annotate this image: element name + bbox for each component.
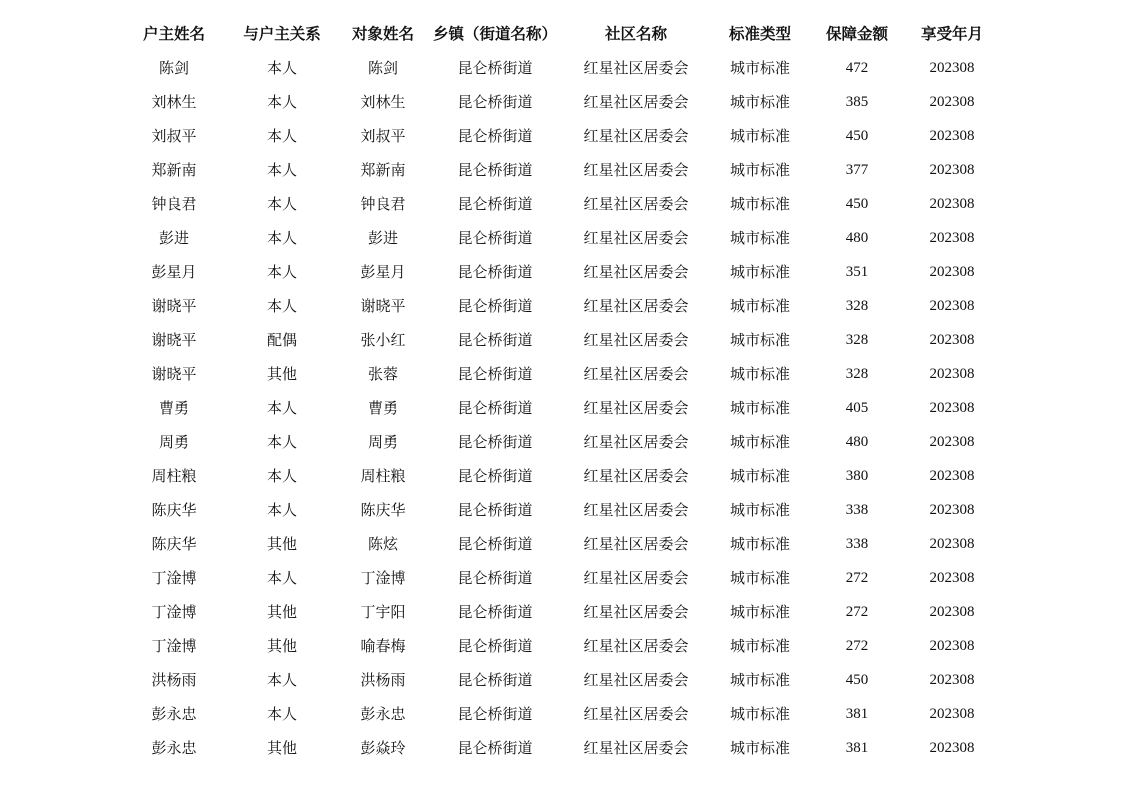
cell-amount: 380 bbox=[845, 468, 869, 484]
cell-standard-type: 城市标准 bbox=[729, 705, 790, 723]
table-row bbox=[122, 255, 1012, 289]
cell-relationship: 本人 bbox=[266, 467, 297, 485]
cell-amount: 450 bbox=[845, 672, 869, 688]
header-household-head-name: 户主姓名 bbox=[142, 24, 205, 43]
cell-period: 202308 bbox=[929, 264, 975, 280]
table-row bbox=[122, 493, 1012, 527]
cell-subdistrict: 昆仑桥街道 bbox=[457, 739, 533, 757]
cell-standard-type: 城市标准 bbox=[729, 59, 790, 77]
cell-relationship: 本人 bbox=[266, 569, 297, 587]
cell-subdistrict: 昆仑桥街道 bbox=[457, 705, 533, 723]
cell-household-head-name: 陈庆华 bbox=[151, 501, 197, 519]
cell-relationship: 本人 bbox=[266, 671, 297, 689]
benefit-table bbox=[122, 17, 1012, 765]
cell-period: 202308 bbox=[929, 94, 975, 110]
cell-recipient-name: 刘林生 bbox=[360, 93, 406, 111]
cell-recipient-name: 彭进 bbox=[367, 229, 398, 247]
cell-community: 红星社区居委会 bbox=[583, 297, 689, 315]
cell-standard-type: 城市标准 bbox=[729, 127, 790, 145]
cell-amount: 328 bbox=[845, 298, 869, 314]
cell-relationship: 本人 bbox=[266, 229, 297, 247]
cell-community: 红星社区居委会 bbox=[583, 229, 689, 247]
cell-period: 202308 bbox=[929, 672, 975, 688]
cell-standard-type: 城市标准 bbox=[729, 501, 790, 519]
cell-community: 红星社区居委会 bbox=[583, 671, 689, 689]
cell-period: 202308 bbox=[929, 604, 975, 620]
table-row bbox=[122, 697, 1012, 731]
cell-standard-type: 城市标准 bbox=[729, 637, 790, 655]
cell-subdistrict: 昆仑桥街道 bbox=[457, 569, 533, 587]
cell-standard-type: 城市标准 bbox=[729, 365, 790, 383]
cell-community: 红星社区居委会 bbox=[583, 263, 689, 281]
table-row bbox=[122, 663, 1012, 697]
cell-relationship: 本人 bbox=[266, 399, 297, 417]
cell-household-head-name: 谢晓平 bbox=[151, 331, 197, 349]
cell-subdistrict: 昆仑桥街道 bbox=[457, 637, 533, 655]
cell-relationship: 本人 bbox=[266, 501, 297, 519]
cell-standard-type: 城市标准 bbox=[729, 671, 790, 689]
cell-recipient-name: 陈剑 bbox=[367, 59, 398, 77]
cell-recipient-name: 彭焱玲 bbox=[360, 739, 406, 757]
cell-recipient-name: 张小红 bbox=[360, 331, 406, 349]
cell-subdistrict: 昆仑桥街道 bbox=[457, 263, 533, 281]
cell-recipient-name: 丁淦博 bbox=[360, 569, 406, 587]
cell-amount: 472 bbox=[845, 60, 869, 76]
cell-household-head-name: 洪杨雨 bbox=[151, 671, 197, 689]
cell-standard-type: 城市标准 bbox=[729, 739, 790, 757]
cell-relationship: 其他 bbox=[266, 739, 297, 757]
cell-household-head-name: 刘叔平 bbox=[151, 127, 197, 145]
cell-household-head-name: 丁淦博 bbox=[151, 569, 197, 587]
cell-subdistrict: 昆仑桥街道 bbox=[457, 297, 533, 315]
cell-standard-type: 城市标准 bbox=[729, 161, 790, 179]
table-row bbox=[122, 731, 1012, 765]
cell-community: 红星社区居委会 bbox=[583, 569, 689, 587]
table-row bbox=[122, 187, 1012, 221]
cell-recipient-name: 曹勇 bbox=[367, 399, 398, 417]
cell-amount: 450 bbox=[845, 196, 869, 212]
table-row bbox=[122, 323, 1012, 357]
cell-household-head-name: 陈剑 bbox=[158, 59, 189, 77]
cell-amount: 328 bbox=[845, 366, 869, 382]
table-row bbox=[122, 51, 1012, 85]
cell-recipient-name: 陈炫 bbox=[367, 535, 398, 553]
cell-household-head-name: 丁淦博 bbox=[151, 637, 197, 655]
table-row bbox=[122, 629, 1012, 663]
cell-relationship: 本人 bbox=[266, 195, 297, 213]
cell-standard-type: 城市标准 bbox=[729, 467, 790, 485]
cell-subdistrict: 昆仑桥街道 bbox=[457, 365, 533, 383]
cell-standard-type: 城市标准 bbox=[729, 433, 790, 451]
cell-community: 红星社区居委会 bbox=[583, 637, 689, 655]
cell-standard-type: 城市标准 bbox=[729, 399, 790, 417]
cell-period: 202308 bbox=[929, 196, 975, 212]
cell-amount: 405 bbox=[845, 400, 869, 416]
cell-period: 202308 bbox=[929, 366, 975, 382]
cell-community: 红星社区居委会 bbox=[583, 467, 689, 485]
table-row bbox=[122, 357, 1012, 391]
cell-amount: 328 bbox=[845, 332, 869, 348]
cell-relationship: 其他 bbox=[266, 637, 297, 655]
cell-relationship: 其他 bbox=[266, 365, 297, 383]
cell-relationship: 其他 bbox=[266, 603, 297, 621]
cell-community: 红星社区居委会 bbox=[583, 501, 689, 519]
cell-household-head-name: 彭永忠 bbox=[151, 739, 197, 757]
table-row bbox=[122, 561, 1012, 595]
cell-period: 202308 bbox=[929, 400, 975, 416]
cell-recipient-name: 洪杨雨 bbox=[360, 671, 406, 689]
cell-period: 202308 bbox=[929, 706, 975, 722]
cell-subdistrict: 昆仑桥街道 bbox=[457, 467, 533, 485]
cell-period: 202308 bbox=[929, 60, 975, 76]
cell-subdistrict: 昆仑桥街道 bbox=[457, 93, 533, 111]
cell-standard-type: 城市标准 bbox=[729, 93, 790, 111]
cell-period: 202308 bbox=[929, 502, 975, 518]
cell-household-head-name: 彭星月 bbox=[151, 263, 197, 281]
header-subdistrict: 乡镇（街道名称） bbox=[432, 24, 557, 43]
cell-period: 202308 bbox=[929, 128, 975, 144]
cell-standard-type: 城市标准 bbox=[729, 263, 790, 281]
cell-standard-type: 城市标准 bbox=[729, 297, 790, 315]
cell-standard-type: 城市标准 bbox=[729, 195, 790, 213]
cell-subdistrict: 昆仑桥街道 bbox=[457, 127, 533, 145]
cell-recipient-name: 周柱粮 bbox=[360, 467, 406, 485]
cell-recipient-name: 彭星月 bbox=[360, 263, 406, 281]
cell-recipient-name: 张蓉 bbox=[367, 365, 398, 383]
cell-period: 202308 bbox=[929, 230, 975, 246]
cell-community: 红星社区居委会 bbox=[583, 535, 689, 553]
cell-household-head-name: 彭永忠 bbox=[151, 705, 197, 723]
cell-household-head-name: 谢晓平 bbox=[151, 297, 197, 315]
cell-relationship: 本人 bbox=[266, 297, 297, 315]
cell-recipient-name: 钟良君 bbox=[360, 195, 406, 213]
header-amount: 保障金额 bbox=[825, 24, 888, 43]
cell-relationship: 本人 bbox=[266, 93, 297, 111]
cell-period: 202308 bbox=[929, 740, 975, 756]
header-standard-type: 标准类型 bbox=[728, 24, 791, 43]
cell-amount: 272 bbox=[845, 638, 869, 654]
cell-amount: 450 bbox=[845, 128, 869, 144]
cell-period: 202308 bbox=[929, 434, 975, 450]
table-row bbox=[122, 425, 1012, 459]
cell-community: 红星社区居委会 bbox=[583, 161, 689, 179]
cell-standard-type: 城市标准 bbox=[729, 535, 790, 553]
cell-recipient-name: 陈庆华 bbox=[360, 501, 406, 519]
cell-period: 202308 bbox=[929, 468, 975, 484]
cell-subdistrict: 昆仑桥街道 bbox=[457, 433, 533, 451]
table-row bbox=[122, 221, 1012, 255]
cell-community: 红星社区居委会 bbox=[583, 59, 689, 77]
cell-community: 红星社区居委会 bbox=[583, 739, 689, 757]
cell-subdistrict: 昆仑桥街道 bbox=[457, 671, 533, 689]
cell-recipient-name: 谢晓平 bbox=[360, 297, 406, 315]
cell-relationship: 配偶 bbox=[266, 331, 297, 349]
cell-household-head-name: 谢晓平 bbox=[151, 365, 197, 383]
table-row bbox=[122, 289, 1012, 323]
cell-period: 202308 bbox=[929, 162, 975, 178]
cell-recipient-name: 郑新南 bbox=[360, 161, 406, 179]
cell-subdistrict: 昆仑桥街道 bbox=[457, 399, 533, 417]
header-recipient-name: 对象姓名 bbox=[351, 24, 414, 43]
table-row bbox=[122, 459, 1012, 493]
cell-household-head-name: 郑新南 bbox=[151, 161, 197, 179]
header-relationship: 与户主关系 bbox=[243, 24, 321, 43]
cell-subdistrict: 昆仑桥街道 bbox=[457, 501, 533, 519]
cell-amount: 381 bbox=[845, 740, 869, 756]
cell-relationship: 本人 bbox=[266, 59, 297, 77]
cell-subdistrict: 昆仑桥街道 bbox=[457, 535, 533, 553]
table-row bbox=[122, 85, 1012, 119]
cell-relationship: 本人 bbox=[266, 263, 297, 281]
cell-household-head-name: 周勇 bbox=[158, 433, 189, 451]
cell-period: 202308 bbox=[929, 332, 975, 348]
cell-relationship: 本人 bbox=[266, 433, 297, 451]
cell-household-head-name: 周柱粮 bbox=[151, 467, 197, 485]
cell-recipient-name: 丁宇阳 bbox=[360, 603, 406, 621]
table-row bbox=[122, 153, 1012, 187]
cell-recipient-name: 喻春梅 bbox=[360, 637, 406, 655]
header-period: 享受年月 bbox=[920, 24, 983, 43]
cell-amount: 272 bbox=[845, 570, 869, 586]
cell-household-head-name: 曹勇 bbox=[158, 399, 189, 417]
cell-period: 202308 bbox=[929, 536, 975, 552]
cell-period: 202308 bbox=[929, 638, 975, 654]
cell-community: 红星社区居委会 bbox=[583, 705, 689, 723]
cell-period: 202308 bbox=[929, 298, 975, 314]
cell-relationship: 本人 bbox=[266, 705, 297, 723]
cell-standard-type: 城市标准 bbox=[729, 331, 790, 349]
table-row bbox=[122, 527, 1012, 561]
cell-amount: 480 bbox=[845, 434, 869, 450]
cell-subdistrict: 昆仑桥街道 bbox=[457, 161, 533, 179]
cell-relationship: 其他 bbox=[266, 535, 297, 553]
table-header-row bbox=[122, 17, 1012, 51]
cell-amount: 377 bbox=[845, 162, 869, 178]
cell-amount: 272 bbox=[845, 604, 869, 620]
cell-community: 红星社区居委会 bbox=[583, 603, 689, 621]
cell-subdistrict: 昆仑桥街道 bbox=[457, 331, 533, 349]
cell-amount: 338 bbox=[845, 502, 869, 518]
cell-subdistrict: 昆仑桥街道 bbox=[457, 229, 533, 247]
cell-subdistrict: 昆仑桥街道 bbox=[457, 603, 533, 621]
cell-amount: 385 bbox=[845, 94, 869, 110]
cell-recipient-name: 刘叔平 bbox=[360, 127, 406, 145]
cell-amount: 338 bbox=[845, 536, 869, 552]
cell-household-head-name: 陈庆华 bbox=[151, 535, 197, 553]
header-community: 社区名称 bbox=[604, 24, 667, 43]
table-body bbox=[122, 51, 1012, 765]
cell-household-head-name: 彭进 bbox=[158, 229, 189, 247]
cell-subdistrict: 昆仑桥街道 bbox=[457, 195, 533, 213]
cell-relationship: 本人 bbox=[266, 127, 297, 145]
cell-recipient-name: 周勇 bbox=[367, 433, 398, 451]
cell-community: 红星社区居委会 bbox=[583, 331, 689, 349]
cell-standard-type: 城市标准 bbox=[729, 603, 790, 621]
cell-period: 202308 bbox=[929, 570, 975, 586]
cell-amount: 480 bbox=[845, 230, 869, 246]
cell-household-head-name: 钟良君 bbox=[151, 195, 197, 213]
cell-community: 红星社区居委会 bbox=[583, 93, 689, 111]
cell-household-head-name: 丁淦博 bbox=[151, 603, 197, 621]
cell-community: 红星社区居委会 bbox=[583, 399, 689, 417]
cell-community: 红星社区居委会 bbox=[583, 127, 689, 145]
table-row bbox=[122, 595, 1012, 629]
table-row bbox=[122, 119, 1012, 153]
cell-community: 红星社区居委会 bbox=[583, 195, 689, 213]
cell-subdistrict: 昆仑桥街道 bbox=[457, 59, 533, 77]
cell-standard-type: 城市标准 bbox=[729, 229, 790, 247]
cell-recipient-name: 彭永忠 bbox=[360, 705, 406, 723]
cell-community: 红星社区居委会 bbox=[583, 365, 689, 383]
cell-amount: 381 bbox=[845, 706, 869, 722]
cell-relationship: 本人 bbox=[266, 161, 297, 179]
cell-community: 红星社区居委会 bbox=[583, 433, 689, 451]
cell-amount: 351 bbox=[845, 264, 869, 280]
cell-standard-type: 城市标准 bbox=[729, 569, 790, 587]
table-row bbox=[122, 391, 1012, 425]
cell-household-head-name: 刘林生 bbox=[151, 93, 197, 111]
